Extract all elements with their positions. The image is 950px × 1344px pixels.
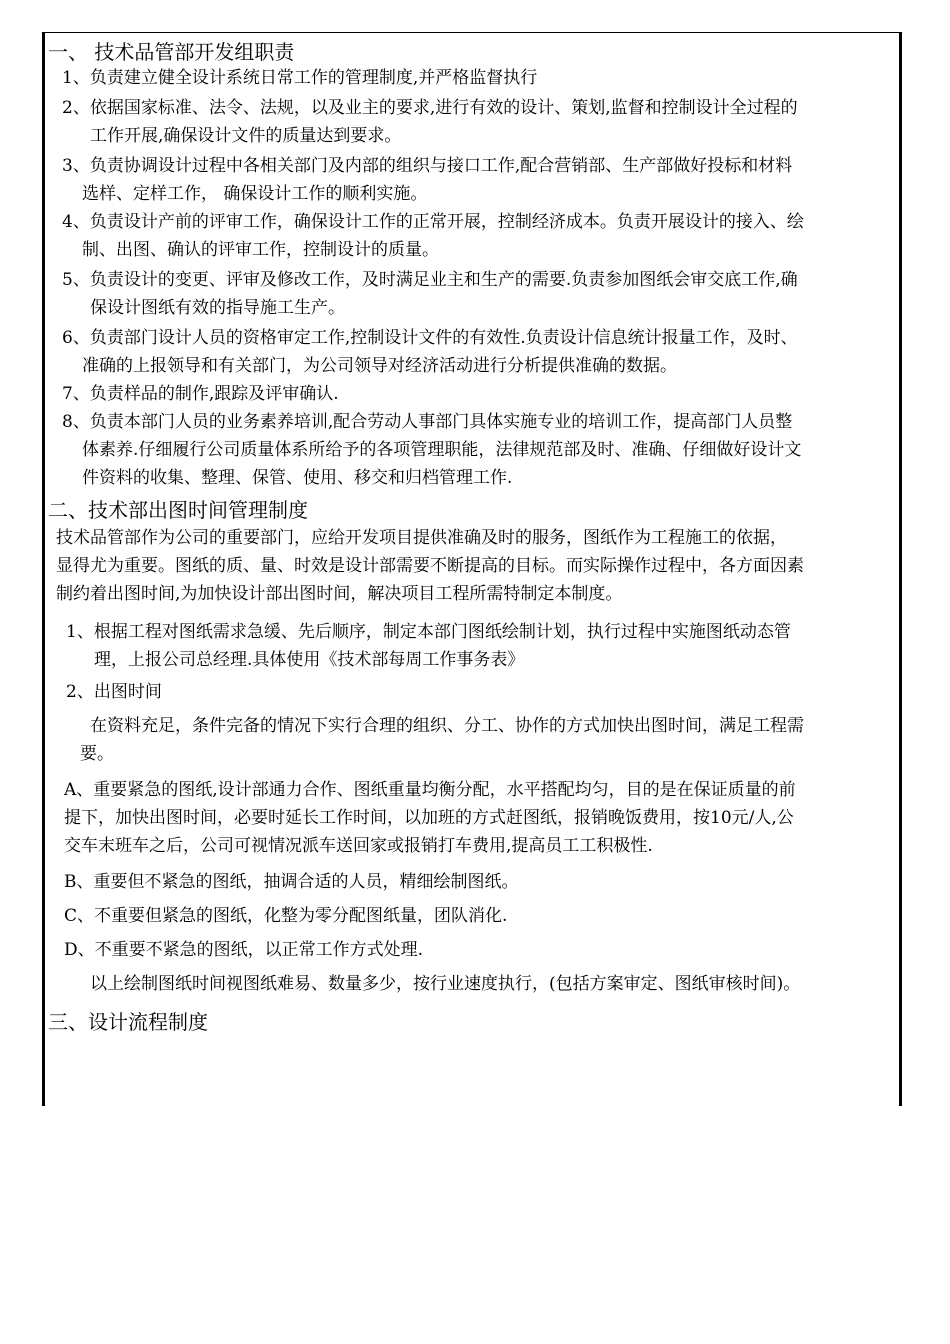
priority-b: B、重要但不紧急的图纸，抽调合适的人员，精细绘制图纸。 (64, 872, 519, 892)
schedule-item-2-text: 在资料充足，条件完备的情况下实行合理的组织、分工、协作的方式加快出图时间，满足工程需 要。 (80, 716, 804, 764)
schedule-item-2-title: 2、出图时间 (66, 682, 162, 702)
section-2-intro: 技术品管部作为公司的重要部门，应给开发项目提供准确及时的服务，图纸作为工程施工的依据， 显得尤为重要。图纸的质、量、时效是设计部需要不断提高的目标。而实际操作过程中，各方面因素 制约着出图时间,为加快设计部出图时间，解决项目工程所需特制定本制度。 (56, 528, 804, 604)
duty-item-1: 1、负责建立健全设计系统日常工作的管理制度,并严格监督执行 (62, 68, 538, 88)
section-2-heading: 二、技术部出图时间管理制度 (48, 498, 308, 522)
duty-item-8: 8、负责本部门人员的业务素养培训,配合劳动人事部门具体实施专业的培训工作，提高部门人员整 体素养.仔细履行公司质量体系所给予的各项管理职能，法律规范部及时、准确、仔细做好设计文 件资料的收集、整理、保管、使用、移交和归档管理工作. (62, 412, 802, 488)
duty-item-3: 3、负责协调设计过程中各相关部门及内部的组织与接口工作,配合营销部、生产部做好投标和材料 选样、定样工作， 确保设计工作的顺利实施。 (62, 156, 793, 204)
duty-item-6: 6、负责部门设计人员的资格审定工作,控制设计文件的有效性.负责设计信息统计报量工作，及时、 准确的上报领导和有关部门，为公司领导对经济活动进行分析提供准确的数据。 (62, 328, 798, 376)
duty-item-4: 4、负责设计产前的评审工作，确保设计工作的正常开展，控制经济成本。负责开展设计的接入、绘 制、出图、确认的评审工作，控制设计的质量。 (62, 212, 804, 260)
schedule-item-1: 1、根据工程对图纸需求急缓、先后顺序，制定本部门图纸绘制计划，执行过程中实施图纸动态管 理，上报公司总经理.具体使用《技术部每周工作事务表》 (66, 622, 791, 670)
priority-c: C、不重要但紧急的图纸，化整为零分配图纸量，团队消化. (64, 906, 508, 926)
duty-item-5: 5、负责设计的变更、评审及修改工作，及时满足业主和生产的需要.负责参加图纸会审交底工作,确 保设计图纸有效的指导施工生产。 (62, 270, 798, 318)
priority-d: D、不重要不紧急的图纸，以正常工作方式处理. (64, 940, 424, 960)
section-3-heading: 三、设计流程制度 (48, 1010, 208, 1034)
duty-item-2: 2、依据国家标准、法令、法规，以及业主的要求,进行有效的设计、策划,监督和控制设计全过程的 工作开展,确保设计文件的质量达到要求。 (62, 98, 798, 146)
section-1-heading: 一、 技术品管部开发组职责 (48, 40, 295, 64)
duty-item-7: 7、负责样品的制作,跟踪及评审确认. (62, 384, 339, 404)
priority-a: A、重要紧急的图纸,设计部通力合作、图纸重量均衡分配，水平搭配均匀，目的是在保证质量的前 提下，加快出图时间，必要时延长工作时间，以加班的方式赶图纸，报销晚饭费用，按10元/人,公 交车末班车之后，公司可视情况派车送回家或报销打车费用,提高员工工积极性. (64, 780, 796, 856)
timing-note: 以上绘制图纸时间视图纸难易、数量多少，按行业速度执行，(包括方案审定、图纸审核时间)。 (90, 974, 801, 994)
